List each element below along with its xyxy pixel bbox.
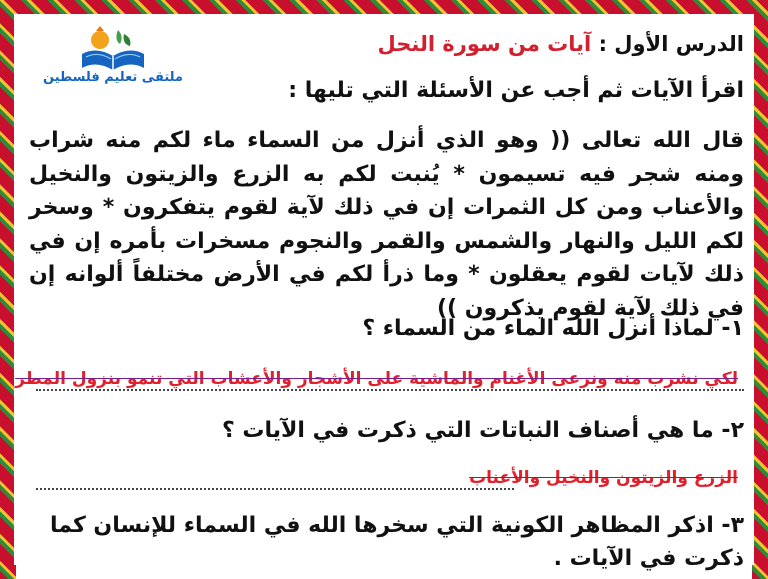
instruction-text: اقرأ الآيات ثم أجب عن الأسئلة التي تليها :: [288, 78, 744, 103]
lesson-heading: [24, 32, 744, 56]
answer-1: لكي نشرب منه ونرعى الأغنام والماشية على الأشجار والأعشاب التي تنمو بنزول المطر: [15, 369, 738, 389]
question-3: ٣- اذكر المظاهر الكونية التي سخرها الله في السماء للإنسان كما ذكرت في الآيات .: [49, 513, 744, 571]
answer-line-2: [36, 460, 744, 494]
dotted-line: [36, 389, 744, 391]
verse-text: قال الله تعالى (( وهو الذي أنزل من السماء ماء لكم منه شراب ومنه شجر فيه تسيمون * يُنبت لكم به الزرع والزيتون والنخيل والأعناب ومن كل الثمرات إن في ذلك لآية لقوم يتفكرون * وسخر لكم الليل والنهار والشمس والقمر والنجوم مسخرات بأمره إن في ذلك لآيات لقوم يعقلون * وما ذرأ لكم في الأرض مختلفاً ألوانه إن في ذلك لآية لقوم يذكرون )): [29, 128, 744, 321]
worksheet: [15, 16, 744, 579]
answer-2: الزرع والزيتون والنخيل والأعناب: [469, 468, 738, 488]
logo-text: ملتقى تعليم فلسطين: [43, 70, 183, 85]
lesson-title: آيات من سورة النحل: [377, 32, 592, 56]
lesson-label: الدرس الأول :: [598, 32, 744, 56]
dotted-line: [36, 488, 514, 490]
question-2: ٢- ما هي أصناف النباتات التي ذكرت في الآيات ؟: [221, 418, 744, 443]
question-1: ١- لماذا أنزل الله الماء من السماء ؟: [362, 316, 744, 341]
answer-line-1: [15, 361, 744, 395]
